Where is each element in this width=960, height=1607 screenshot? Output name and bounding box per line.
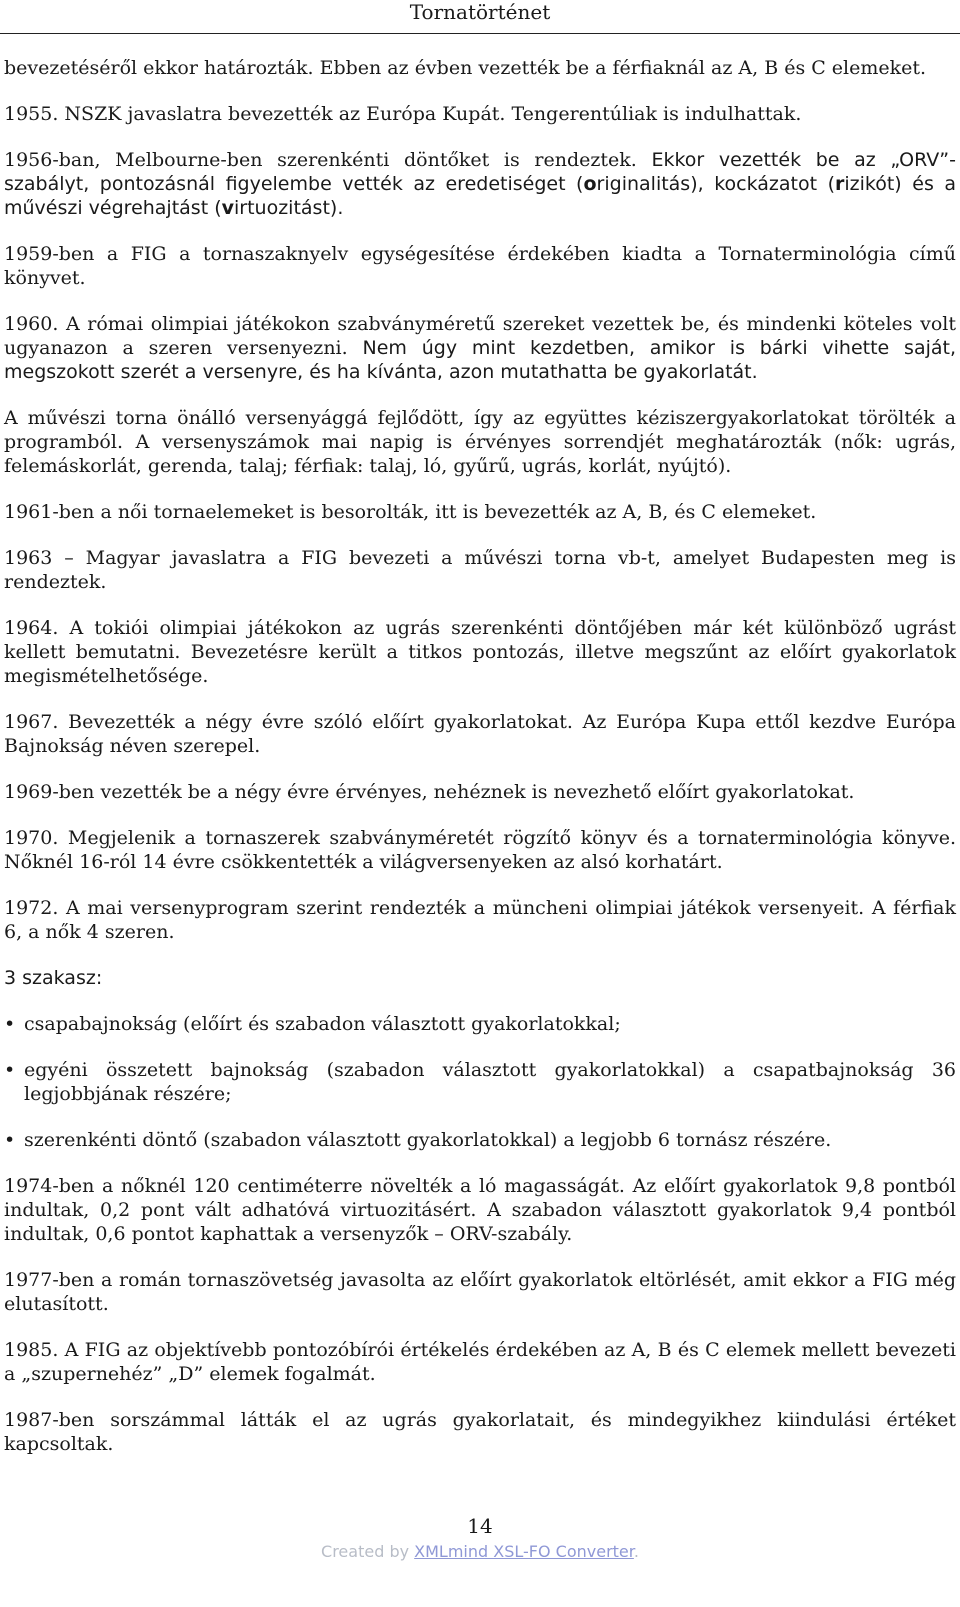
header-rule [0,33,960,34]
paragraph: A művészi torna önálló versenyággá fejlődött, így az együttes kéziszergyakorlatokat törölték a programból. A versenyszámok mai napig is érvényes sorrendjét meghatározták (nők: ugrás, felemáskorlát, gerenda, talaj; férfiak: talaj, ló, gyűrű, ugrás, korlát, nyújtó). [4,407,956,477]
paragraph: 1987-ben sorszámmal látták el az ugrás gyakorlatait, és mindegyikhez kiindulási értéket kapcsoltak. [4,1409,956,1455]
paragraph: bevezetéséről ekkor határozták. Ebben az évben vezették be a férfiaknál az A, B és C elemeket. [4,57,927,79]
page-number: 14 [467,1514,493,1538]
paragraph: 1974-ben a nőknél 120 centiméterre növelték a ló magasságát. Az előírt gyakorlatok 9,8 pontból indultak, 0,2 pont vált adhatóvá virtuozitásért. A szabadon választott gyakorlatok 9,4 pontból indultak, 0,6 pontot kaphattak a versenyzők – ORV-szabály. [4,1175,956,1245]
running-header: Tornatörténet [409,0,551,24]
paragraph: 1970. Megjelenik a tornaszerek szabványméretét rögzítő könyv és a tornaterminológia könyve. Nőknél 16-ról 14 évre csökkentették a világversenyeken az alsó korhatárt. [4,827,956,873]
paragraph: 1969-ben vezették be a négy évre érvényes, nehéznek is nevezhető előírt gyakorlatokat. [4,781,855,803]
paragraph: 3 szakasz: [4,967,103,989]
paragraph: 1960. A római olimpiai játékokon szabványméretű szereket vezettek be, és mindenki köteles volt ugyanazon a szeren versenyezni. Nem úgy mint kezdetben, amikor is bárki vihette saját, megszokott szerét a versenyre, és ha kívánta, azon mutathatta be gyakorlatát. [4,313,957,383]
converter-link[interactable]: XMLmind XSL-FO Converter [414,1542,634,1561]
list-item: • szerenkénti döntő (szabadon választott gyakorlatokkal) a legjobb 6 tornász részére. [4,1128,956,1152]
paragraph: 1956-ban, Melbourne-ben szerenkénti döntőket is rendeztek. Ekkor vezették be az „ORV”- szabályt, pontozásnál figyelembe vették az eredetiséget (originalitás), kockázatot (rizikót) és a művészi végrehajtást (virtuozitást). [4,149,957,219]
paragraph: 1955. NSZK javaslatra bevezették az Európa Kupát. Tengerentúliak is indulhattak. [4,103,802,125]
paragraph: 1972. A mai versenyprogram szerint rendezték a müncheni olimpiai játékok versenyeit. A férfiak 6, a nők 4 szeren. [4,897,956,943]
paragraph: 1963 – Magyar javaslatra a FIG bevezeti a művészi torna vb-t, amelyet Budapesten meg is rendeztek. [4,547,956,593]
paragraph: 1959-ben a FIG a tornaszaknyelv egységesítése érdekében kiadta a Tornaterminológia című könyvet. [4,243,956,289]
bullet-list [4,1012,956,1152]
list-item: • csapabajnokság (előírt és szabadon választott gyakorlatokkal; [4,1012,956,1036]
footer-credit: Created by XMLmind XSL-FO Converter. [321,1542,639,1561]
list-item: • egyéni összetett bajnokság (szabadon választott gyakorlatokkal) a csapatbajnokság 36 legjobbjának részére; [4,1058,956,1106]
paragraph: 1985. A FIG az objektívebb pontozóbírói értékelés érdekében az A, B és C elemek mellett bevezeti a „szupernehéz” „D” elemek fogalmát. [4,1339,956,1385]
paragraph: 1967. Bevezették a négy évre szóló előírt gyakorlatokat. Az Európa Kupa ettől kezdve Európa Bajnokság néven szerepel. [4,711,956,757]
paragraph: 1977-ben a román tornaszövetség javasolta az előírt gyakorlatok eltörlését, amit ekkor a FIG még elutasított. [4,1269,956,1315]
paragraph: 1961-ben a női tornaelemeket is besorolták, itt is bevezették az A, B, és C elemeket. [4,501,817,523]
main-content [4,56,956,1478]
paragraph: 1964. A tokiói olimpiai játékokon az ugrás szerenkénti döntőjében már két különböző ugrást kellett bemutatni. Bevezetésre került a titkos pontozás, illetve megszűnt az előírt gyakorlatok megismételhetősége. [4,617,956,687]
